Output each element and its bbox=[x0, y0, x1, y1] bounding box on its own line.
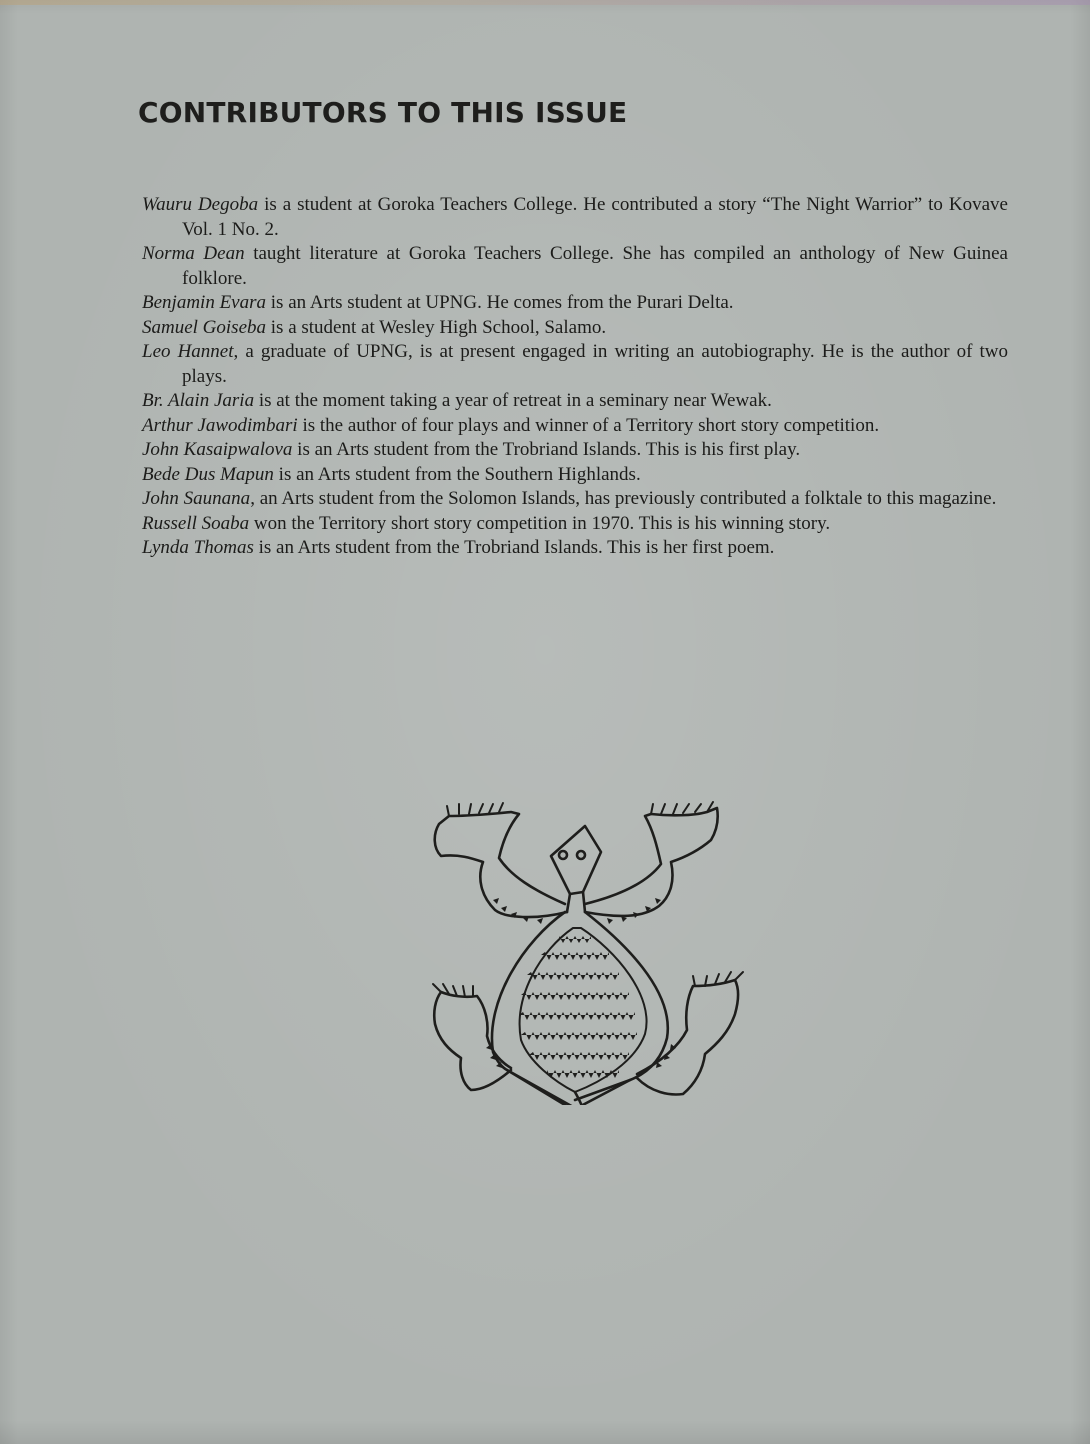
contributor-entry bbox=[142, 438, 1008, 463]
contributor-description: , an Arts student from the Solomon Islands, has previously contributed a folktale to this magazine. bbox=[250, 488, 997, 509]
contributor-entry bbox=[142, 536, 1008, 561]
contributor-name: John Kasaipwalova bbox=[142, 439, 293, 460]
contributor-entry bbox=[142, 193, 1008, 242]
turtle-eye-right bbox=[577, 851, 585, 859]
contributor-description: is the author of four plays and winner of a Territory short story competition. bbox=[297, 414, 880, 436]
contributor-name: Arthur Jawodimbari bbox=[142, 414, 298, 436]
contributor-entry bbox=[142, 414, 1008, 439]
contributor-description: is a student at Wesley High School, Salamo. bbox=[266, 316, 607, 338]
turtle-flipper-rear-left bbox=[434, 992, 511, 1090]
contributor-entry bbox=[142, 340, 1008, 389]
contributor-name: Norma Dean bbox=[142, 243, 245, 264]
turtle-head bbox=[551, 826, 601, 894]
turtle-flipper-front-left bbox=[435, 812, 567, 917]
contributors-list bbox=[142, 193, 1008, 561]
turtle-eye-left bbox=[559, 851, 567, 859]
contributor-description: is an Arts student from the Southern Highlands. bbox=[273, 463, 641, 485]
contributor-description: , a graduate of UPNG, is at present engaged in writing an autobiography. He is the author of two plays. bbox=[182, 341, 1009, 387]
turtle-icon bbox=[425, 800, 755, 1105]
contributor-entry bbox=[142, 512, 1008, 537]
contributor-description: is an Arts student from the Trobriand Islands. This is his first play. bbox=[292, 439, 801, 460]
contributor-name: Russell Soaba bbox=[142, 512, 250, 534]
contributor-entry bbox=[142, 242, 1008, 291]
contributor-name: Bede Dus Mapun bbox=[142, 463, 274, 485]
contributor-name: Samuel Goiseba bbox=[142, 316, 267, 338]
contributor-entry bbox=[142, 463, 1008, 488]
page-title: CONTRIBUTORS TO THIS ISSUE bbox=[138, 96, 628, 129]
contributor-description: is an Arts student at UPNG. He comes from the Purari Delta. bbox=[266, 292, 734, 313]
contributor-description: is a student at Goroka Teachers College. He contributed a story “The Night Warrior” to Kovave Vol. 1 No. 2. bbox=[182, 194, 1008, 240]
contributor-description: won the Territory short story competition in 1970. This is his winning story. bbox=[249, 512, 831, 534]
turtle-flipper-front-right bbox=[585, 808, 718, 916]
contributor-entry bbox=[142, 389, 1008, 414]
contributor-name: Lynda Thomas bbox=[142, 537, 254, 558]
contributor-description: taught literature at Goroka Teachers College. She has compiled an anthology of New Guinea folklore. bbox=[182, 243, 1008, 289]
contributor-description: is at the moment taking a year of retreat in a seminary near Wewak. bbox=[254, 390, 772, 411]
contributor-name: Benjamin Evara bbox=[142, 292, 267, 313]
contributor-name: Br. Alain Jaria bbox=[142, 390, 255, 411]
turtle-shell-inner bbox=[520, 928, 647, 1092]
turtle-flipper-rear-right bbox=[637, 980, 738, 1094]
contributor-entry bbox=[142, 316, 1008, 341]
contributor-name: Leo Hannet bbox=[142, 341, 234, 362]
contributor-description: is an Arts student from the Trobriand Islands. This is her first poem. bbox=[253, 537, 775, 558]
page-top-edge bbox=[0, 0, 1090, 5]
contributor-name: John Saunana bbox=[142, 488, 251, 509]
contributor-entry bbox=[142, 487, 1008, 512]
contributor-name: Wauru Degoba bbox=[142, 194, 259, 215]
contributor-entry bbox=[142, 291, 1008, 316]
